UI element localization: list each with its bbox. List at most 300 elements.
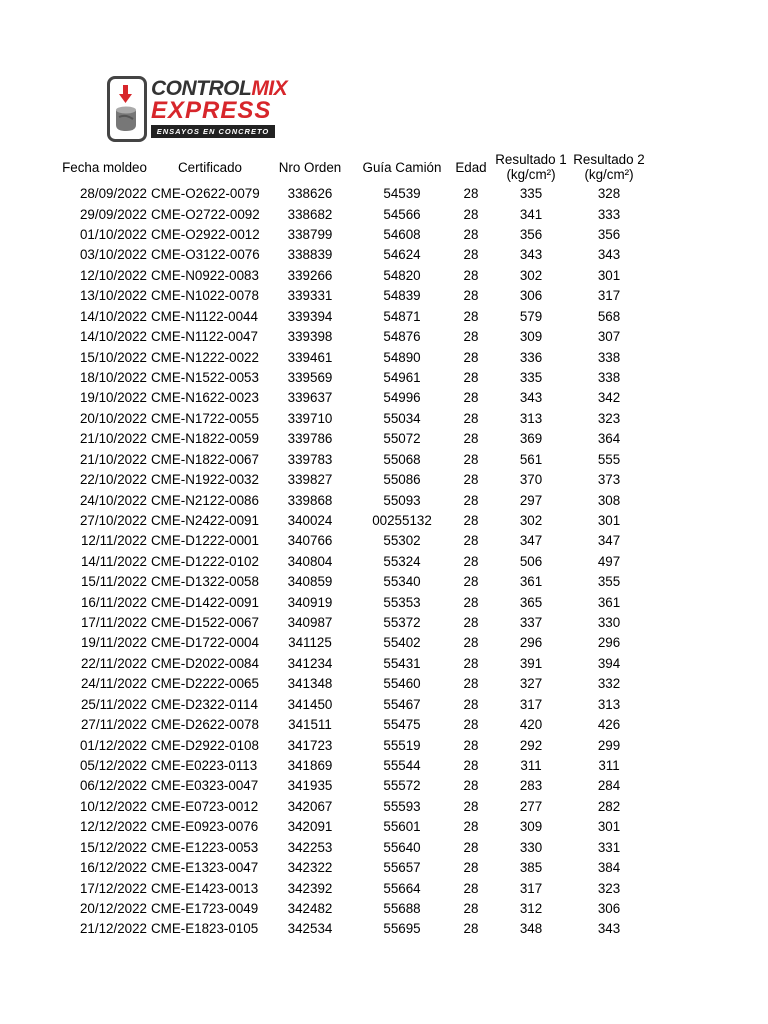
cell-fecha-moldeo: 15/11/2022 bbox=[80, 574, 147, 590]
cell-resultado-2: 332 bbox=[597, 676, 621, 692]
cell-edad: 28 bbox=[463, 676, 479, 692]
table-row bbox=[62, 776, 645, 796]
cell-nro-orden: 339266 bbox=[287, 267, 333, 283]
cell-resultado-1: 356 bbox=[519, 227, 543, 243]
cell-nro-orden: 339637 bbox=[287, 390, 333, 406]
cell-nro-orden: 341450 bbox=[287, 696, 333, 712]
cell-guia-camion: 55601 bbox=[383, 819, 421, 835]
cell-fecha-moldeo: 22/10/2022 bbox=[79, 472, 147, 488]
cell-certificado: CME-E1823-0105 bbox=[151, 921, 259, 937]
cell-resultado-2: 361 bbox=[597, 594, 621, 610]
cell-guia-camion: 55519 bbox=[383, 737, 421, 753]
cell-resultado-1: 336 bbox=[519, 349, 543, 365]
cell-resultado-1: 370 bbox=[519, 472, 543, 488]
cell-resultado-2: 323 bbox=[597, 410, 621, 426]
cell-nro-orden: 338626 bbox=[287, 186, 333, 202]
cell-nro-orden: 340859 bbox=[287, 574, 333, 590]
table-row bbox=[62, 654, 645, 674]
cell-resultado-1: 306 bbox=[519, 288, 543, 304]
cell-fecha-moldeo: 05/12/2022 bbox=[79, 758, 147, 774]
cell-guia-camion: 54876 bbox=[383, 329, 421, 345]
cell-edad: 28 bbox=[463, 798, 479, 814]
table-row bbox=[62, 756, 645, 776]
cell-fecha-moldeo: 19/11/2022 bbox=[80, 635, 147, 651]
cell-fecha-moldeo: 22/11/2022 bbox=[80, 655, 147, 671]
concrete-cylinder-icon bbox=[107, 76, 147, 142]
table-row bbox=[62, 797, 645, 817]
cell-certificado: CME-D2622-0078 bbox=[151, 717, 259, 733]
cell-fecha-moldeo: 16/11/2022 bbox=[80, 594, 147, 610]
cell-resultado-1: 348 bbox=[519, 921, 543, 937]
cell-resultado-2: 328 bbox=[597, 186, 621, 202]
cell-guia-camion: 55572 bbox=[383, 778, 421, 794]
table-row bbox=[62, 347, 645, 367]
cell-nro-orden: 341935 bbox=[287, 778, 333, 794]
table-row bbox=[62, 858, 645, 878]
cell-nro-orden: 341125 bbox=[288, 635, 332, 651]
header-guia-camion: Guía Camión bbox=[362, 159, 442, 175]
table-row bbox=[62, 592, 645, 612]
cell-certificado: CME-D1222-0001 bbox=[151, 533, 259, 549]
cell-resultado-2: 323 bbox=[597, 880, 621, 896]
header-resultado-2: Resultado 2 (kg/cm²) bbox=[573, 152, 645, 182]
table-row bbox=[62, 572, 645, 592]
table-row bbox=[62, 511, 645, 531]
cell-edad: 28 bbox=[463, 390, 479, 406]
cell-resultado-2: 355 bbox=[597, 574, 621, 590]
table-row bbox=[62, 878, 645, 898]
cell-resultado-2: 301 bbox=[597, 512, 621, 528]
cell-edad: 28 bbox=[463, 288, 479, 304]
cell-nro-orden: 339394 bbox=[287, 308, 333, 324]
cell-guia-camion: 55475 bbox=[383, 717, 421, 733]
cell-nro-orden: 341723 bbox=[287, 737, 333, 753]
cell-fecha-moldeo: 19/10/2022 bbox=[79, 390, 147, 406]
header-fecha-moldeo: Fecha moldeo bbox=[62, 159, 147, 175]
cell-edad: 28 bbox=[463, 655, 479, 671]
cell-guia-camion: 54839 bbox=[383, 288, 421, 304]
cell-nro-orden: 342067 bbox=[287, 798, 333, 814]
cell-certificado: CME-E0323-0047 bbox=[151, 778, 259, 794]
cell-resultado-2: 338 bbox=[597, 349, 621, 365]
cell-certificado: CME-N2122-0086 bbox=[151, 492, 259, 508]
cell-edad: 28 bbox=[463, 308, 479, 324]
cell-edad: 28 bbox=[463, 512, 479, 528]
logo-tagline: ENSAYOS EN CONCRETO bbox=[151, 125, 275, 138]
cell-edad: 28 bbox=[463, 758, 479, 774]
table-row bbox=[62, 838, 645, 858]
cell-resultado-1: 420 bbox=[519, 717, 543, 733]
cell-fecha-moldeo: 24/11/2022 bbox=[80, 676, 147, 692]
table-row bbox=[62, 470, 645, 490]
cell-nro-orden: 342392 bbox=[287, 880, 333, 896]
cell-nro-orden: 339331 bbox=[287, 288, 333, 304]
cell-edad: 28 bbox=[463, 900, 479, 916]
cell-fecha-moldeo: 20/12/2022 bbox=[79, 900, 147, 916]
cell-resultado-1: 312 bbox=[519, 900, 543, 916]
cell-nro-orden: 341869 bbox=[287, 758, 333, 774]
cell-certificado: CME-N1122-0044 bbox=[151, 308, 258, 324]
cell-fecha-moldeo: 21/10/2022 bbox=[79, 451, 147, 467]
cell-certificado: CME-D2222-0065 bbox=[151, 676, 259, 692]
table-header-row bbox=[62, 150, 645, 184]
cell-fecha-moldeo: 14/10/2022 bbox=[79, 329, 147, 345]
cell-resultado-2: 306 bbox=[597, 900, 621, 916]
cell-certificado: CME-E1423-0013 bbox=[151, 880, 259, 896]
cell-nro-orden: 342091 bbox=[287, 819, 333, 835]
cell-guia-camion: 54566 bbox=[383, 206, 421, 222]
cell-nro-orden: 341234 bbox=[287, 655, 333, 671]
cell-nro-orden: 339569 bbox=[287, 370, 333, 385]
cell-nro-orden: 339786 bbox=[287, 431, 333, 447]
cell-resultado-2: 338 bbox=[597, 370, 621, 385]
cell-guia-camion: 55093 bbox=[383, 492, 421, 508]
cell-guia-camion: 55068 bbox=[383, 451, 421, 467]
cell-edad: 28 bbox=[463, 717, 479, 733]
cell-guia-camion: 55072 bbox=[383, 431, 421, 447]
table-row bbox=[62, 674, 645, 694]
table-row bbox=[62, 449, 645, 469]
logo-word-control: CONTROL bbox=[151, 77, 252, 100]
table-row bbox=[62, 286, 645, 306]
cell-nro-orden: 339461 bbox=[287, 349, 333, 365]
cell-nro-orden: 340024 bbox=[287, 512, 333, 528]
cell-nro-orden: 338839 bbox=[287, 247, 333, 263]
cell-resultado-2: 311 bbox=[598, 758, 620, 774]
cell-fecha-moldeo: 28/09/2022 bbox=[79, 186, 147, 202]
cell-resultado-1: 361 bbox=[519, 574, 543, 590]
cell-resultado-2: 364 bbox=[597, 431, 621, 447]
cell-nro-orden: 342253 bbox=[287, 839, 333, 855]
cell-guia-camion: 54961 bbox=[383, 370, 421, 385]
logo-word-express: EXPRESS bbox=[151, 97, 272, 124]
cell-resultado-2: 373 bbox=[597, 472, 621, 488]
cell-guia-camion: 55657 bbox=[383, 860, 421, 876]
table-row bbox=[62, 899, 645, 919]
cell-nro-orden: 339868 bbox=[287, 492, 333, 508]
cell-resultado-1: 391 bbox=[519, 655, 543, 671]
cell-certificado: CME-N1522-0053 bbox=[151, 370, 259, 385]
cell-resultado-1: 341 bbox=[519, 206, 543, 222]
cell-guia-camion: 55688 bbox=[383, 900, 421, 916]
table-row bbox=[62, 225, 645, 245]
cell-guia-camion: 55034 bbox=[383, 410, 421, 426]
cell-nro-orden: 341511 bbox=[288, 717, 332, 733]
cell-resultado-1: 343 bbox=[519, 247, 543, 263]
table-row bbox=[62, 409, 645, 429]
cell-resultado-1: 369 bbox=[519, 431, 543, 447]
cell-edad: 28 bbox=[463, 370, 479, 385]
cell-resultado-2: 497 bbox=[597, 553, 621, 569]
cell-fecha-moldeo: 01/12/2022 bbox=[79, 737, 147, 753]
table-row bbox=[62, 817, 645, 837]
cell-fecha-moldeo: 21/12/2022 bbox=[79, 921, 147, 937]
table-row bbox=[62, 531, 645, 551]
cell-certificado: CME-D2322-0114 bbox=[151, 696, 258, 712]
cell-edad: 28 bbox=[463, 247, 479, 263]
cell-resultado-2: 301 bbox=[597, 267, 621, 283]
table-body bbox=[62, 184, 645, 940]
cell-nro-orden: 342534 bbox=[287, 921, 333, 937]
cell-fecha-moldeo: 13/10/2022 bbox=[79, 288, 147, 304]
company-logo bbox=[107, 76, 288, 142]
cell-certificado: CME-N1222-0022 bbox=[151, 349, 259, 365]
cell-fecha-moldeo: 16/12/2022 bbox=[79, 860, 147, 876]
cell-resultado-1: 302 bbox=[519, 512, 543, 528]
cell-nro-orden: 338799 bbox=[287, 227, 333, 243]
cell-edad: 28 bbox=[463, 880, 479, 896]
cell-certificado: CME-O2922-0012 bbox=[151, 227, 260, 243]
cell-fecha-moldeo: 21/10/2022 bbox=[79, 431, 147, 447]
cell-fecha-moldeo: 12/12/2022 bbox=[79, 819, 147, 835]
cell-certificado: CME-N1122-0047 bbox=[151, 329, 258, 345]
cell-nro-orden: 341348 bbox=[287, 676, 333, 692]
cell-guia-camion: 55460 bbox=[383, 676, 421, 692]
cell-edad: 28 bbox=[463, 349, 479, 365]
cell-fecha-moldeo: 15/12/2022 bbox=[79, 839, 147, 855]
logo-word-mix: MIX bbox=[251, 77, 288, 100]
cell-certificado: CME-N0922-0083 bbox=[151, 267, 259, 283]
cell-guia-camion: 54624 bbox=[383, 247, 421, 263]
cell-guia-camion: 55664 bbox=[383, 880, 421, 896]
cell-resultado-2: 426 bbox=[597, 717, 621, 733]
cell-resultado-2: 333 bbox=[597, 206, 621, 222]
cell-certificado: CME-E0723-0012 bbox=[151, 798, 259, 814]
cell-fecha-moldeo: 14/11/2022 bbox=[80, 553, 147, 569]
cell-certificado: CME-N1722-0055 bbox=[151, 410, 259, 426]
cell-edad: 28 bbox=[463, 778, 479, 794]
cell-guia-camion: 55593 bbox=[383, 798, 421, 814]
cell-edad: 28 bbox=[463, 431, 479, 447]
cell-certificado: CME-N1922-0032 bbox=[151, 472, 259, 488]
cell-resultado-1: 385 bbox=[519, 860, 543, 876]
cell-fecha-moldeo: 20/10/2022 bbox=[79, 410, 147, 426]
table-row bbox=[62, 633, 645, 653]
table-row bbox=[62, 266, 645, 286]
cell-certificado: CME-N1622-0023 bbox=[151, 390, 259, 406]
cell-fecha-moldeo: 01/10/2022 bbox=[79, 227, 147, 243]
cell-certificado: CME-D1222-0102 bbox=[151, 553, 259, 569]
cell-nro-orden: 338682 bbox=[287, 206, 333, 222]
cell-edad: 28 bbox=[463, 860, 479, 876]
cell-certificado: CME-E1223-0053 bbox=[151, 839, 259, 855]
cell-fecha-moldeo: 03/10/2022 bbox=[79, 247, 147, 263]
cell-resultado-2: 343 bbox=[597, 247, 621, 263]
cell-resultado-1: 283 bbox=[519, 778, 543, 794]
cell-certificado: CME-O2722-0092 bbox=[151, 206, 260, 222]
cell-resultado-1: 561 bbox=[519, 451, 543, 467]
cell-guia-camion: 55086 bbox=[383, 472, 421, 488]
table-row bbox=[62, 613, 645, 633]
cell-guia-camion: 54871 bbox=[383, 308, 421, 324]
table-row bbox=[62, 552, 645, 572]
cell-resultado-1: 330 bbox=[519, 839, 543, 855]
cell-resultado-2: 313 bbox=[597, 696, 621, 712]
table-row bbox=[62, 429, 645, 449]
cell-guia-camion: 54608 bbox=[383, 227, 421, 243]
cell-resultado-1: 337 bbox=[519, 615, 543, 631]
table-row bbox=[62, 307, 645, 327]
cell-edad: 28 bbox=[463, 574, 479, 590]
cell-resultado-2: 299 bbox=[597, 737, 621, 753]
cell-edad: 28 bbox=[463, 921, 479, 937]
cell-edad: 28 bbox=[463, 737, 479, 753]
cell-certificado: CME-E1323-0047 bbox=[151, 860, 259, 876]
cell-resultado-2: 384 bbox=[597, 860, 621, 876]
table-row bbox=[62, 245, 645, 265]
table-row bbox=[62, 368, 645, 388]
cell-edad: 28 bbox=[463, 472, 479, 488]
cell-nro-orden: 339783 bbox=[287, 451, 333, 467]
cell-resultado-2: 296 bbox=[597, 635, 621, 651]
cell-edad: 28 bbox=[463, 451, 479, 467]
cell-certificado: CME-D2922-0108 bbox=[151, 737, 259, 753]
cell-resultado-1: 317 bbox=[519, 880, 543, 896]
cell-resultado-2: 555 bbox=[597, 451, 621, 467]
cell-certificado: CME-D1422-0091 bbox=[151, 594, 259, 610]
cell-fecha-moldeo: 10/12/2022 bbox=[79, 798, 147, 814]
table-row bbox=[62, 388, 645, 408]
cell-fecha-moldeo: 25/11/2022 bbox=[80, 696, 147, 712]
cell-guia-camion: 55353 bbox=[383, 594, 421, 610]
cell-guia-camion: 55695 bbox=[383, 921, 421, 937]
cell-edad: 28 bbox=[463, 267, 479, 283]
cell-resultado-1: 302 bbox=[519, 267, 543, 283]
cell-fecha-moldeo: 12/11/2022 bbox=[80, 533, 147, 549]
cell-resultado-1: 296 bbox=[519, 635, 543, 651]
cell-edad: 28 bbox=[463, 410, 479, 426]
cell-resultado-1: 292 bbox=[519, 737, 543, 753]
header-resultado-1: Resultado 1 (kg/cm²) bbox=[495, 152, 567, 182]
table-row bbox=[62, 327, 645, 347]
cell-fecha-moldeo: 27/10/2022 bbox=[79, 512, 147, 528]
cell-resultado-2: 317 bbox=[597, 288, 621, 304]
cell-certificado: CME-E0223-0113 bbox=[151, 758, 258, 774]
cell-nro-orden: 339827 bbox=[287, 472, 333, 488]
cell-resultado-2: 331 bbox=[597, 839, 621, 855]
cell-resultado-1: 343 bbox=[519, 390, 543, 406]
cell-guia-camion: 54539 bbox=[383, 186, 421, 202]
cell-resultado-2: 394 bbox=[597, 655, 621, 671]
cell-guia-camion: 55640 bbox=[383, 839, 421, 855]
cell-edad: 28 bbox=[463, 227, 479, 243]
cell-nro-orden: 342482 bbox=[287, 900, 333, 916]
cell-edad: 28 bbox=[463, 696, 479, 712]
cell-fecha-moldeo: 17/11/2022 bbox=[80, 615, 147, 631]
cell-guia-camion: 55372 bbox=[383, 615, 421, 631]
cell-resultado-2: 347 bbox=[597, 533, 621, 549]
cell-resultado-1: 327 bbox=[519, 676, 543, 692]
cell-resultado-1: 277 bbox=[519, 798, 543, 814]
table-row bbox=[62, 715, 645, 735]
cell-certificado: CME-D1722-0004 bbox=[151, 635, 259, 651]
cell-resultado-1: 506 bbox=[519, 553, 543, 569]
cell-resultado-2: 284 bbox=[597, 778, 621, 794]
cell-resultado-2: 568 bbox=[597, 308, 621, 324]
cell-edad: 28 bbox=[463, 329, 479, 345]
cell-fecha-moldeo: 18/10/2022 bbox=[79, 370, 147, 385]
cell-edad: 28 bbox=[463, 553, 479, 569]
cell-resultado-2: 308 bbox=[597, 492, 621, 508]
cell-guia-camion: 55431 bbox=[383, 655, 421, 671]
cell-edad: 28 bbox=[463, 492, 479, 508]
cell-guia-camion: 55467 bbox=[383, 696, 421, 712]
cell-guia-camion: 55324 bbox=[383, 553, 421, 569]
cell-nro-orden: 339398 bbox=[287, 329, 333, 345]
cell-certificado: CME-E1723-0049 bbox=[151, 900, 259, 916]
cell-nro-orden: 342322 bbox=[287, 860, 333, 876]
cell-certificado: CME-D1322-0058 bbox=[151, 574, 259, 590]
header-edad: Edad bbox=[455, 159, 487, 175]
cell-guia-camion: 55340 bbox=[383, 574, 421, 590]
cell-edad: 28 bbox=[463, 839, 479, 855]
cell-fecha-moldeo: 24/10/2022 bbox=[79, 492, 147, 508]
cell-resultado-1: 311 bbox=[520, 758, 542, 774]
cell-edad: 28 bbox=[463, 615, 479, 631]
table-row bbox=[62, 184, 645, 204]
cell-certificado: CME-E0923-0076 bbox=[151, 819, 259, 835]
cell-nro-orden: 340919 bbox=[287, 594, 333, 610]
cell-resultado-1: 347 bbox=[519, 533, 543, 549]
cell-edad: 28 bbox=[463, 533, 479, 549]
cell-resultado-1: 335 bbox=[519, 370, 543, 385]
cell-guia-camion: 55302 bbox=[383, 533, 421, 549]
cell-resultado-2: 356 bbox=[597, 227, 621, 243]
cell-resultado-2: 343 bbox=[597, 921, 621, 937]
cell-certificado: CME-N1822-0059 bbox=[151, 431, 259, 447]
table-row bbox=[62, 490, 645, 510]
cell-certificado: CME-N1822-0067 bbox=[151, 451, 259, 467]
cell-certificado: CME-O2622-0079 bbox=[151, 186, 260, 202]
cell-guia-camion: 54820 bbox=[383, 267, 421, 283]
cell-resultado-1: 313 bbox=[519, 410, 543, 426]
cell-resultado-1: 297 bbox=[519, 492, 543, 508]
table-row bbox=[62, 204, 645, 224]
cell-fecha-moldeo: 17/12/2022 bbox=[79, 880, 147, 896]
cell-nro-orden: 339710 bbox=[287, 410, 333, 426]
cell-fecha-moldeo: 14/10/2022 bbox=[79, 308, 147, 324]
cell-resultado-1: 317 bbox=[519, 696, 543, 712]
cell-resultado-2: 342 bbox=[597, 390, 621, 406]
cell-nro-orden: 340804 bbox=[287, 553, 333, 569]
header-certificado: Certificado bbox=[177, 159, 242, 175]
cell-edad: 28 bbox=[463, 206, 479, 222]
cell-fecha-moldeo: 27/11/2022 bbox=[80, 717, 147, 733]
cell-resultado-1: 335 bbox=[519, 186, 543, 202]
cell-guia-camion: 54996 bbox=[383, 390, 421, 406]
cell-edad: 28 bbox=[463, 819, 479, 835]
cell-certificado: CME-N2422-0091 bbox=[151, 512, 259, 528]
cell-resultado-1: 309 bbox=[519, 819, 543, 835]
cell-fecha-moldeo: 15/10/2022 bbox=[79, 349, 147, 365]
cell-certificado: CME-O3122-0076 bbox=[151, 247, 260, 263]
header-nro-orden: Nro Orden bbox=[278, 159, 342, 175]
cell-resultado-1: 309 bbox=[519, 329, 543, 345]
table-row bbox=[62, 695, 645, 715]
results-table bbox=[62, 150, 645, 940]
table-row bbox=[62, 735, 645, 755]
cell-resultado-2: 330 bbox=[597, 615, 621, 631]
cell-fecha-moldeo: 12/10/2022 bbox=[79, 267, 147, 283]
cell-edad: 28 bbox=[463, 186, 479, 202]
cell-nro-orden: 340987 bbox=[287, 615, 333, 631]
cell-guia-camion: 55402 bbox=[383, 635, 421, 651]
cell-resultado-1: 365 bbox=[519, 594, 543, 610]
cell-fecha-moldeo: 29/09/2022 bbox=[79, 206, 147, 222]
cell-certificado: CME-D1522-0067 bbox=[151, 615, 259, 631]
table-row bbox=[62, 919, 645, 939]
cell-guia-camion: 54890 bbox=[383, 349, 421, 365]
